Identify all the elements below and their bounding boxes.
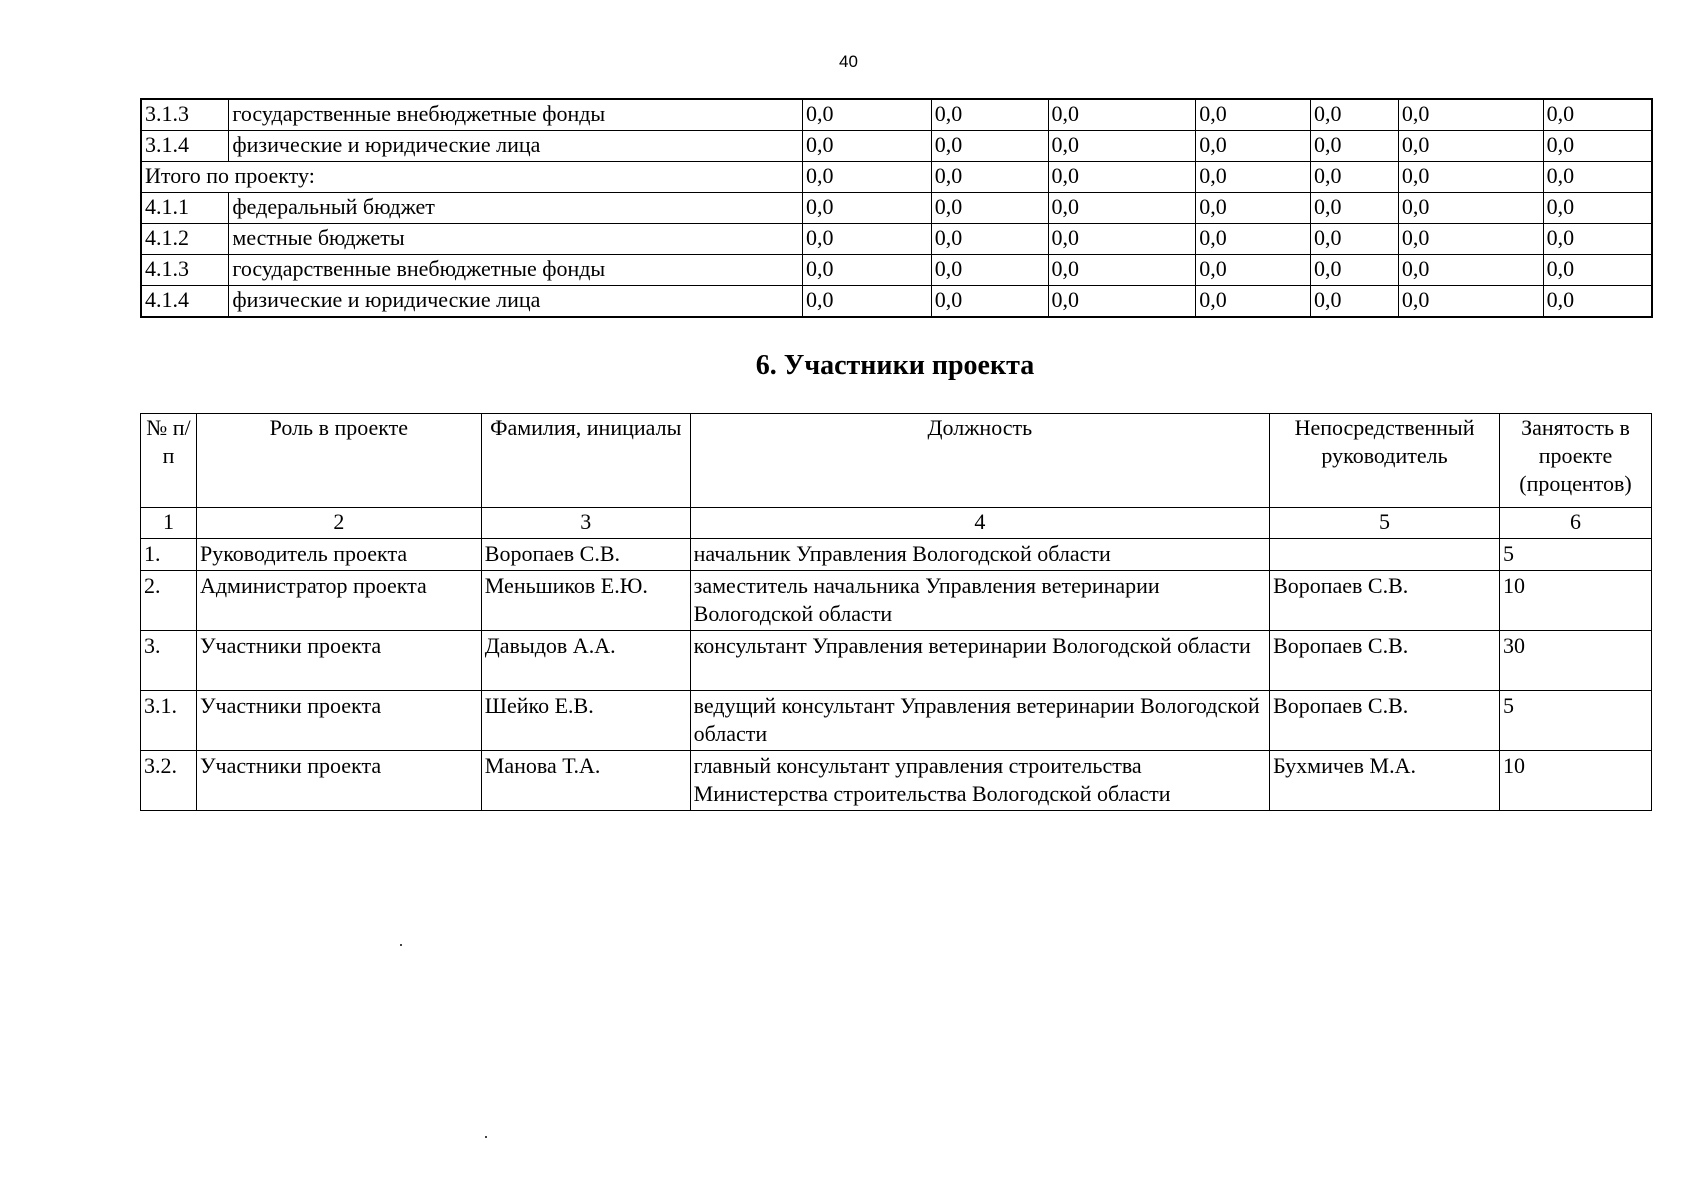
finance-value: 0,0 <box>1196 162 1311 193</box>
header-num: № п/п <box>141 414 197 508</box>
finance-value: 0,0 <box>1048 99 1196 131</box>
participant-load: 10 <box>1500 751 1652 811</box>
finance-value: 0,0 <box>1311 286 1399 318</box>
finance-code: 4.1.2 <box>141 224 229 255</box>
finance-row <box>141 286 1652 318</box>
participant-load: 30 <box>1500 631 1652 691</box>
finance-value: 0,0 <box>1398 131 1543 162</box>
finance-row <box>141 193 1652 224</box>
scan-speck <box>400 944 402 946</box>
total-label: Итого по проекту: <box>141 162 802 193</box>
finance-value: 0,0 <box>1543 255 1652 286</box>
participants-section-title: 6. Участники проекта <box>755 350 1035 381</box>
finance-value: 0,0 <box>802 193 931 224</box>
header-supervisor: Непосредственный руководитель <box>1270 414 1500 508</box>
participant-position: консультант Управления ветеринарии Вологодской области <box>690 631 1269 691</box>
column-number: 1 <box>141 508 197 539</box>
finance-value: 0,0 <box>1048 224 1196 255</box>
finance-value: 0,0 <box>802 99 931 131</box>
finance-value: 0,0 <box>931 255 1048 286</box>
participant-supervisor: Воропаев С.В. <box>1270 631 1500 691</box>
participants-table <box>140 413 1652 811</box>
finance-value: 0,0 <box>1543 131 1652 162</box>
finance-value: 0,0 <box>1196 224 1311 255</box>
participant-role: Администратор проекта <box>196 571 481 631</box>
participant-row <box>141 691 1652 751</box>
finance-row <box>141 131 1652 162</box>
scan-speck <box>485 1136 487 1138</box>
finance-row <box>141 99 1652 131</box>
finance-value: 0,0 <box>931 131 1048 162</box>
participant-position: ведущий консультант Управления ветеринарии Вологодской области <box>690 691 1269 751</box>
finance-value: 0,0 <box>1196 255 1311 286</box>
participant-num: 3. <box>141 631 197 691</box>
participants-header-row <box>141 414 1652 508</box>
finance-value: 0,0 <box>1196 131 1311 162</box>
finance-code: 4.1.4 <box>141 286 229 318</box>
column-number: 3 <box>481 508 690 539</box>
finance-value: 0,0 <box>1398 255 1543 286</box>
finance-label: физические и юридические лица <box>229 286 803 318</box>
financing-table <box>140 98 1653 318</box>
participant-role: Участники проекта <box>196 751 481 811</box>
finance-code: 4.1.1 <box>141 193 229 224</box>
finance-value: 0,0 <box>802 224 931 255</box>
finance-code: 3.1.3 <box>141 99 229 131</box>
page-number: 40 <box>839 52 858 71</box>
participant-row <box>141 539 1652 571</box>
finance-value: 0,0 <box>1311 162 1399 193</box>
column-number: 4 <box>690 508 1269 539</box>
header-role: Роль в проекте <box>196 414 481 508</box>
participant-position: главный консультант управления строительства Министерства строительства Вологодской области <box>690 751 1269 811</box>
finance-code: 3.1.4 <box>141 131 229 162</box>
finance-value: 0,0 <box>1543 286 1652 318</box>
finance-value: 0,0 <box>1543 99 1652 131</box>
participant-num: 3.1. <box>141 691 197 751</box>
participant-num: 3.2. <box>141 751 197 811</box>
finance-value: 0,0 <box>1543 193 1652 224</box>
finance-value: 0,0 <box>1048 193 1196 224</box>
finance-label: физические и юридические лица <box>229 131 803 162</box>
participant-load: 5 <box>1500 539 1652 571</box>
column-number: 5 <box>1270 508 1500 539</box>
header-name: Фамилия, инициалы <box>481 414 690 508</box>
finance-value: 0,0 <box>1311 224 1399 255</box>
finance-value: 0,0 <box>1398 99 1543 131</box>
participant-load: 10 <box>1500 571 1652 631</box>
finance-value: 0,0 <box>1543 224 1652 255</box>
participant-name: Меньшиков Е.Ю. <box>481 571 690 631</box>
participant-supervisor: Воропаев С.В. <box>1270 571 1500 631</box>
finance-value: 0,0 <box>1196 99 1311 131</box>
finance-value: 0,0 <box>931 224 1048 255</box>
finance-label: федеральный бюджет <box>229 193 803 224</box>
finance-value: 0,0 <box>1048 162 1196 193</box>
participant-role: Участники проекта <box>196 691 481 751</box>
participant-num: 1. <box>141 539 197 571</box>
finance-value: 0,0 <box>1048 131 1196 162</box>
finance-value: 0,0 <box>802 255 931 286</box>
finance-value: 0,0 <box>1311 131 1399 162</box>
participant-num: 2. <box>141 571 197 631</box>
finance-value: 0,0 <box>1196 286 1311 318</box>
finance-label: государственные внебюджетные фонды <box>229 99 803 131</box>
finance-value: 0,0 <box>1196 193 1311 224</box>
header-load: Занятость в проекте (процентов) <box>1500 414 1652 508</box>
column-number: 6 <box>1500 508 1652 539</box>
finance-row <box>141 162 1652 193</box>
participant-position: начальник Управления Вологодской области <box>690 539 1269 571</box>
finance-value: 0,0 <box>931 193 1048 224</box>
finance-value: 0,0 <box>1311 255 1399 286</box>
finance-value: 0,0 <box>1398 224 1543 255</box>
participant-row <box>141 571 1652 631</box>
finance-value: 0,0 <box>802 131 931 162</box>
finance-value: 0,0 <box>1398 162 1543 193</box>
finance-value: 0,0 <box>931 99 1048 131</box>
participant-supervisor <box>1270 539 1500 571</box>
header-position: Должность <box>690 414 1269 508</box>
finance-value: 0,0 <box>1048 286 1196 318</box>
finance-value: 0,0 <box>1398 193 1543 224</box>
finance-value: 0,0 <box>802 162 931 193</box>
finance-row <box>141 255 1652 286</box>
finance-value: 0,0 <box>1311 99 1399 131</box>
participant-row <box>141 751 1652 811</box>
finance-value: 0,0 <box>1048 255 1196 286</box>
participant-role: Участники проекта <box>196 631 481 691</box>
participant-supervisor: Бухмичев М.А. <box>1270 751 1500 811</box>
finance-value: 0,0 <box>802 286 931 318</box>
finance-value: 0,0 <box>931 162 1048 193</box>
finance-row <box>141 224 1652 255</box>
participant-role: Руководитель проекта <box>196 539 481 571</box>
finance-code: 4.1.3 <box>141 255 229 286</box>
participant-position: заместитель начальника Управления ветеринарии Вологодской области <box>690 571 1269 631</box>
finance-label: государственные внебюджетные фонды <box>229 255 803 286</box>
participant-name: Манова Т.А. <box>481 751 690 811</box>
finance-value: 0,0 <box>1398 286 1543 318</box>
finance-value: 0,0 <box>1311 193 1399 224</box>
participant-name: Воропаев С.В. <box>481 539 690 571</box>
participant-supervisor: Воропаев С.В. <box>1270 691 1500 751</box>
column-number: 2 <box>196 508 481 539</box>
finance-label: местные бюджеты <box>229 224 803 255</box>
participant-name: Шейко Е.В. <box>481 691 690 751</box>
finance-value: 0,0 <box>1543 162 1652 193</box>
participant-load: 5 <box>1500 691 1652 751</box>
column-numbers-row <box>141 508 1652 539</box>
participant-name: Давыдов А.А. <box>481 631 690 691</box>
finance-value: 0,0 <box>931 286 1048 318</box>
participant-row <box>141 631 1652 691</box>
